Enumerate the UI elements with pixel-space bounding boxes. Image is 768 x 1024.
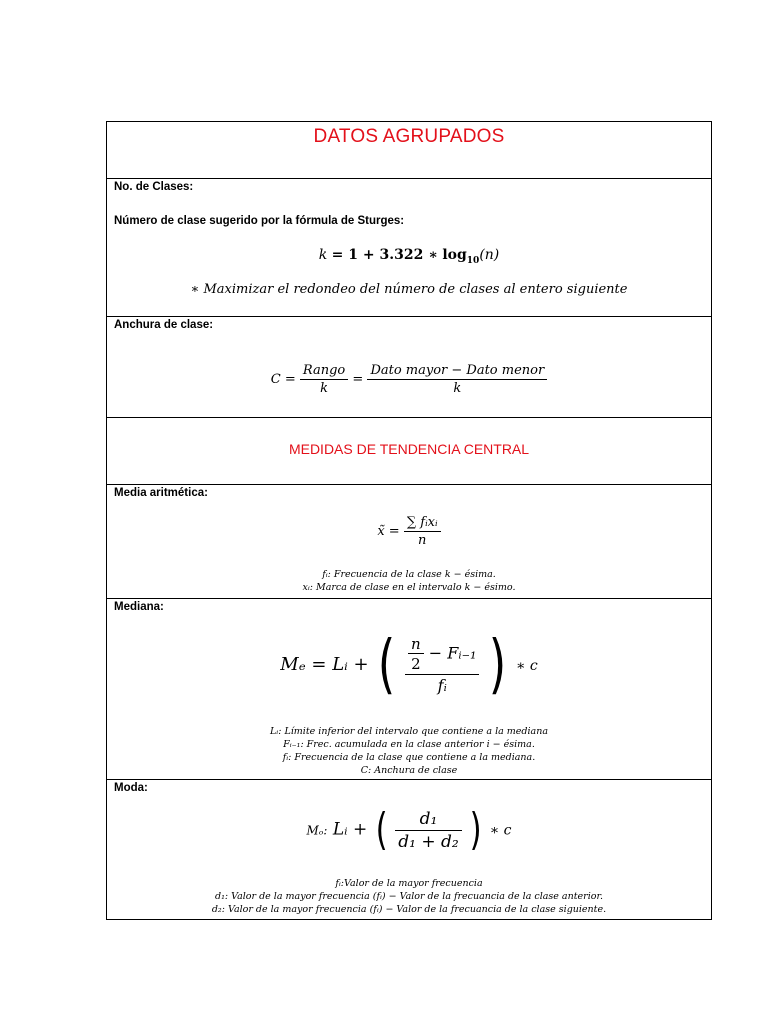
formula-sheet bbox=[106, 121, 712, 920]
media-notes: fᵢ: Frecuencia de la clase k − ésima. xᵢ: Marca de clase en el intervalo k − ésimo. bbox=[302, 569, 516, 593]
moda-label: Moda: bbox=[114, 782, 148, 794]
moda-formula: Mₒ: Lᵢ + ( $\frac{\text{d₁}}{\text{d₁ + d₂}}$ ) ∗ c bbox=[306, 804, 512, 855]
anchura-label: Anchura de clase: bbox=[114, 319, 214, 331]
clases-row bbox=[107, 179, 711, 317]
media-label: Media aritmética: bbox=[114, 487, 208, 499]
sturges-note: ∗ Maximizar el redondeo del número de clases al entero siguiente bbox=[190, 282, 628, 297]
anchura-row bbox=[107, 317, 711, 418]
moda-row bbox=[107, 780, 711, 919]
page-title: DATOS AGRUPADOS bbox=[313, 126, 505, 147]
mediana-label: Mediana: bbox=[114, 601, 164, 613]
title-row bbox=[107, 122, 711, 179]
mediana-formula: Mₑ = Lᵢ + ( $\frac{n}{2}$ − Fᵢ₋₁ fᵢ ) ∗ c bbox=[280, 628, 538, 702]
section-title-row bbox=[107, 418, 711, 485]
mediana-row bbox=[107, 599, 711, 780]
clases-label: No. de Clases: bbox=[114, 181, 194, 193]
section-title: MEDIDAS DE TENDENCIA CENTRAL bbox=[288, 441, 530, 457]
media-formula: x̃ = $\frac{\text{∑ fᵢxᵢ}}{n}$ bbox=[107, 515, 711, 548]
sturges-label: Número de clase sugerido por la fórmula de Sturges: bbox=[114, 215, 405, 227]
moda-notes: fᵢ:Valor de la mayor frecuencia d₁: Valor de la mayor frecuencia (fᵢ) − Valor de la frecuancia de la clase anterior. d₂: Valor de la mayor frecuencia (fᵢ) − Valor de la frecuancia de la clase siguiente. bbox=[211, 878, 607, 915]
sturges-formula: k = 1 + 3.322 ∗ $\log_{10}(n)$ bbox=[318, 247, 500, 266]
anchura-formula: C = $\frac{\text{Rango}}{k}$ = $\frac{\text{Dato mayor − Dato menor}}{k}$ bbox=[107, 363, 711, 396]
mediana-notes: Lᵢ: Límite inferior del intervalo que contiene a la mediana Fᵢ₋₁: Frec. acumulada en la clase anterior i − ésima. fᵢ: Frecuencia de la clase que contiene a la mediana. C: Anchura de clase bbox=[270, 726, 548, 776]
media-row bbox=[107, 485, 711, 599]
